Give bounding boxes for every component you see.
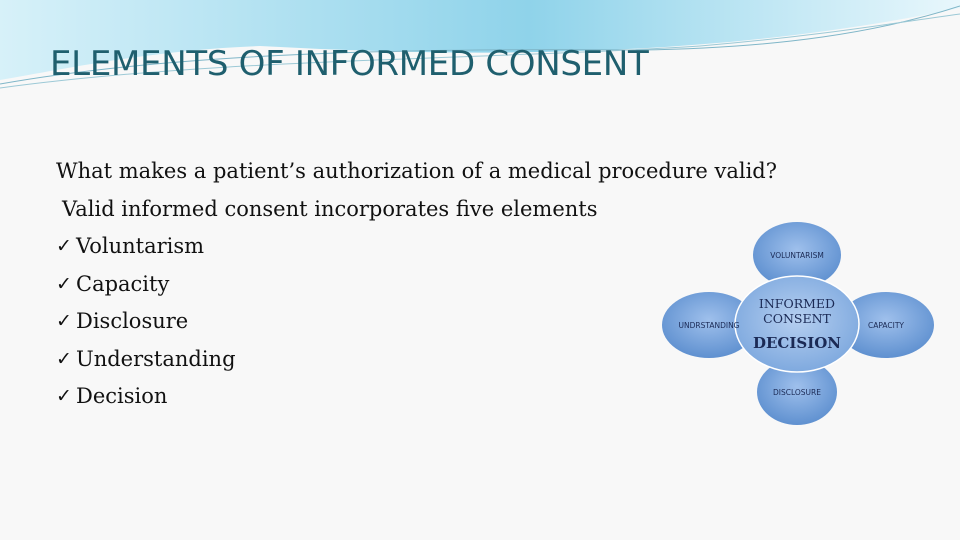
center-label-line1: INFORMED bbox=[758, 296, 836, 311]
check-mark-icon: ✓ bbox=[56, 347, 72, 370]
node-label-understanding: UNDRSTANDING bbox=[678, 321, 740, 330]
bullet-label: Understanding bbox=[76, 346, 236, 371]
center-label-line3: DECISION bbox=[752, 334, 842, 352]
check-mark-icon: ✓ bbox=[56, 310, 72, 332]
bullet-label: Voluntarism bbox=[76, 234, 205, 258]
check-mark-icon: ✓ bbox=[56, 272, 72, 295]
bullet-label: Capacity bbox=[76, 271, 170, 296]
consent-diagram bbox=[660, 222, 940, 432]
bullet-label: Decision bbox=[76, 384, 168, 408]
check-mark-icon: ✓ bbox=[56, 235, 72, 257]
intro-text: Valid informed consent incorporates five elements bbox=[62, 196, 598, 221]
center-label-line2: CONSENT bbox=[763, 311, 831, 326]
slide-title: ELEMENTS OF INFORMED CONSENT bbox=[50, 44, 649, 84]
node-label-capacity: CAPACITY bbox=[867, 321, 905, 330]
check-mark-icon: ✓ bbox=[56, 385, 72, 407]
node-label-disclosure: DISCLOSURE bbox=[773, 388, 821, 397]
bullet-label: Disclosure bbox=[76, 309, 189, 333]
node-label-voluntarism: VOLUNTARISM bbox=[770, 251, 824, 260]
question-text: What makes a patient’s authorization of a medical procedure valid? bbox=[56, 159, 778, 183]
